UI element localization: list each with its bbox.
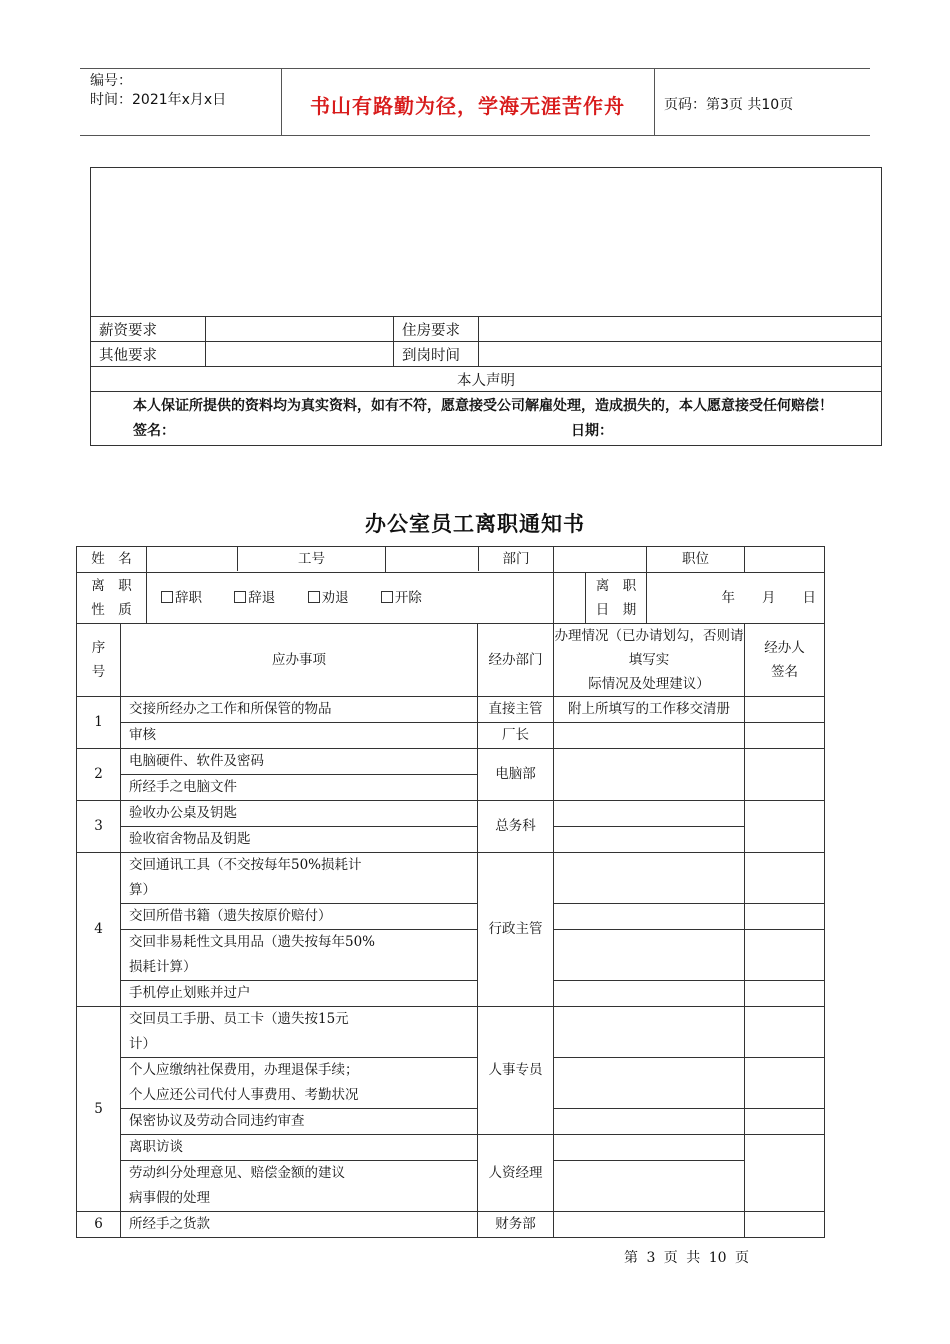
item-cell: 交接所经办之工作和所保管的物品 (121, 697, 478, 723)
position-field[interactable] (745, 547, 825, 573)
header-top-rule (80, 68, 870, 69)
checkbox-icon[interactable] (308, 591, 320, 603)
dept-field[interactable] (554, 547, 647, 573)
dept-cell: 直接主管 (478, 697, 554, 723)
item-cell: 交回员工手册、员工卡（遗失按15元 计） (121, 1007, 478, 1058)
item-cell: 验收宿舍物品及钥匙 (121, 827, 478, 853)
name-field[interactable] (147, 547, 386, 573)
sign-cell[interactable] (745, 1058, 825, 1109)
page-footer: 第 3 页 共 10 页 (624, 1250, 749, 1266)
seq-cell: 3 (77, 801, 121, 853)
header-motto: 书山有路勤为径，学海无涯苦作舟 (310, 94, 625, 118)
dept-label: 部门 (502, 551, 530, 567)
salary-field[interactable] (206, 317, 394, 342)
date-placeholder: 年 月 日 (721, 589, 816, 606)
status-cell[interactable] (554, 1058, 745, 1109)
sign-cell[interactable] (745, 1109, 825, 1135)
seq-cell: 1 (77, 697, 121, 749)
name-label: 姓 名 (77, 547, 147, 573)
sign-cell[interactable] (745, 981, 825, 1007)
date-label: 日期： (571, 423, 613, 439)
sign-cell[interactable] (745, 1007, 825, 1058)
header-bottom-rule (80, 135, 870, 136)
header-time: 时间：2021年x月x日 (90, 92, 227, 108)
declaration-box (91, 392, 882, 446)
seq-cell: 6 (77, 1212, 121, 1238)
sign-cell[interactable] (745, 853, 825, 904)
item-cell: 交回非易耗性文具用品（遗失按每年50% 损耗计算） (121, 930, 478, 981)
dept-cell: 人事专员 (478, 1007, 554, 1135)
item-cell: 保密协议及劳动合同违约审查 (121, 1109, 478, 1135)
col-items: 应办事项 (121, 624, 478, 697)
item-cell: 交回所借书籍（遗失按原价赔付） (121, 904, 478, 930)
blank-area[interactable] (91, 168, 882, 317)
signature-label: 签名： (133, 423, 175, 439)
other-field[interactable] (206, 342, 394, 367)
dept-cell: 电脑部 (478, 749, 554, 801)
sign-cell[interactable] (745, 801, 825, 853)
item-cell: 审核 (121, 723, 478, 749)
option-persuade[interactable]: 劝退 (308, 590, 349, 606)
dept-cell: 总务科 (478, 801, 554, 853)
arrival-label: 到岗时间 (394, 342, 479, 367)
housing-label: 住房要求 (394, 317, 479, 342)
salary-label: 薪资要求 (91, 317, 206, 342)
item-cell: 电脑硬件、软件及密码 (121, 749, 478, 775)
item-cell: 劳动纠分处理意见、赔偿金额的建议 病事假的处理 (121, 1161, 478, 1212)
option-expel[interactable]: 开除 (381, 590, 422, 606)
housing-field[interactable] (479, 317, 882, 342)
header-divider (654, 68, 655, 135)
application-form-table (90, 167, 882, 446)
item-cell: 验收办公桌及钥匙 (121, 801, 478, 827)
sign-cell[interactable] (745, 723, 825, 749)
col-sign: 经办人 签名 (745, 624, 825, 697)
sign-cell[interactable] (745, 1212, 825, 1238)
item-cell: 交回通讯工具（不交按每年50%损耗计 算） (121, 853, 478, 904)
status-cell[interactable] (554, 930, 745, 981)
id-label: 工号 (298, 551, 325, 567)
status-cell[interactable] (554, 853, 745, 904)
other-label: 其他要求 (91, 342, 206, 367)
status-cell[interactable] (554, 801, 745, 827)
sign-cell[interactable] (745, 904, 825, 930)
seq-cell: 4 (77, 853, 121, 1007)
item-cell: 离职访谈 (121, 1135, 478, 1161)
position-label: 职位 (647, 547, 745, 573)
declaration-text: 本人保证所提供的资料均为真实资料，如有不符，愿意接受公司解雇处理，造成损失的，本人愿意接受任何赔偿！ (133, 398, 833, 414)
status-cell[interactable] (554, 1007, 745, 1058)
status-cell[interactable]: 附上所填写的工作移交清册 (554, 697, 745, 723)
dept-cell: 人资经理 (478, 1135, 554, 1212)
checkbox-icon[interactable] (381, 591, 393, 603)
dept-cell: 厂长 (478, 723, 554, 749)
checkbox-icon[interactable] (161, 591, 173, 603)
declaration-title: 本人声明 (91, 367, 882, 392)
header-number: 编号： (90, 73, 132, 89)
id-field[interactable] (386, 547, 554, 573)
sign-cell[interactable] (745, 930, 825, 981)
leave-type-label-2: 性 质 (91, 602, 132, 618)
item-cell: 所经手之电脑文件 (121, 775, 478, 801)
status-cell[interactable] (554, 827, 745, 853)
sign-cell[interactable] (745, 1135, 825, 1212)
status-cell[interactable] (554, 723, 745, 749)
col-seq: 序 号 (77, 624, 121, 697)
leave-date-field[interactable] (647, 573, 825, 624)
notice-title: 办公室员工离职通知书 (365, 512, 585, 536)
status-cell[interactable] (554, 904, 745, 930)
item-cell: 个人应缴纳社保费用，办理退保手续； 个人应还公司代付人事费用、考勤状况 (121, 1058, 478, 1109)
status-cell[interactable] (554, 1109, 745, 1135)
header-page-info: 页码：第3页 共10页 (664, 97, 794, 113)
sign-cell[interactable] (745, 697, 825, 723)
option-dismiss[interactable]: 辞退 (234, 590, 275, 606)
leave-type-label-1: 离 职 (91, 578, 132, 594)
seq-cell: 5 (77, 1007, 121, 1212)
status-cell[interactable] (554, 1212, 745, 1238)
leave-type-options (147, 573, 554, 624)
dept-cell: 行政主管 (478, 853, 554, 1007)
leave-type-label (77, 573, 147, 624)
status-cell[interactable] (554, 749, 745, 801)
status-cell[interactable] (554, 1135, 745, 1161)
resignation-notice-table (76, 546, 825, 1238)
status-cell[interactable] (554, 981, 745, 1007)
item-cell: 手机停止划账并过户 (121, 981, 478, 1007)
arrival-field[interactable] (479, 342, 882, 367)
sign-cell[interactable] (745, 749, 825, 801)
dept-cell: 财务部 (478, 1212, 554, 1238)
option-resign[interactable]: 辞职 (161, 590, 202, 606)
leave-date-label-2: 日 期 (595, 602, 637, 618)
status-cell[interactable] (554, 1161, 745, 1212)
item-cell: 所经手之货款 (121, 1212, 478, 1238)
leave-date-label (554, 573, 647, 624)
leave-date-label-1: 离 职 (595, 578, 637, 594)
col-dept: 经办部门 (478, 624, 554, 697)
col-status: 办理情况（已办请划勾，否则请填写实 际情况及处理建议） (554, 624, 745, 697)
header-meta (90, 72, 226, 110)
checkbox-icon[interactable] (234, 591, 246, 603)
seq-cell: 2 (77, 749, 121, 801)
